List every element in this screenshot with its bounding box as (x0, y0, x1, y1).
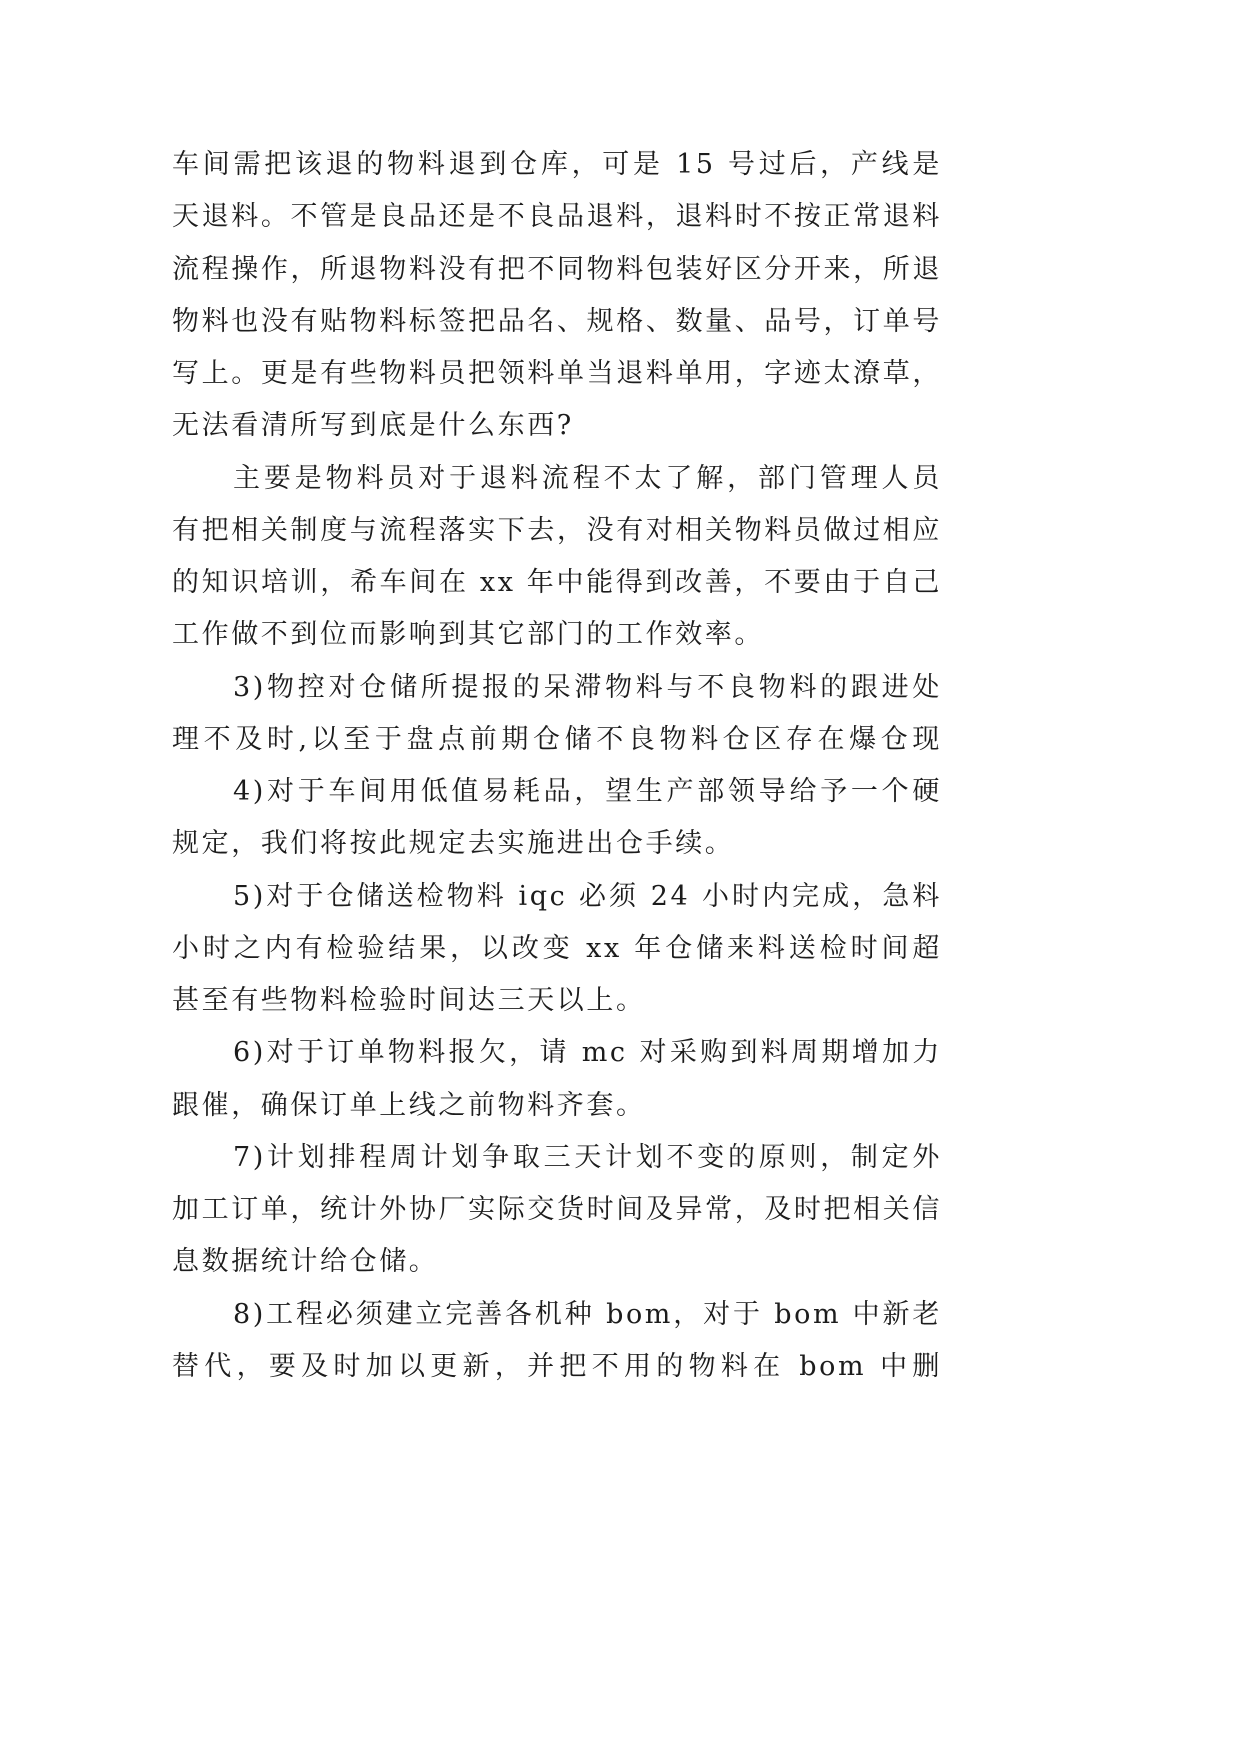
text-line: 小时之内有检验结果，以改变 xx 年仓储来料送检时间超 (172, 932, 942, 964)
text-line: 的知识培训，希车间在 xx 年中能得到改善，不要由于自己 (172, 567, 942, 598)
text-line: 8)工程必须建立完善各机种 bom，对于 bom 中新老 (233, 1298, 942, 1330)
text-line: 工作做不到位而影响到其它部门的工作效率。 (172, 619, 764, 651)
text-line: 无法看清所写到底是什么东西? (172, 410, 574, 442)
text-line: 写上。更是有些物料员把领料单当退料单用，字迹太潦草， (172, 358, 942, 389)
list-item-3 (172, 662, 942, 767)
text-line: 息数据统计给仓储。 (172, 1246, 439, 1278)
text-line: 有把相关制度与流程落实下去，没有对相关物料员做过相应 (172, 514, 942, 546)
text-line: 天退料。不管是良品还是不良品退料，退料时不按正常退料 (172, 201, 942, 233)
text-line: 主要是物料员对于退料流程不太了解，部门管理人员 (233, 462, 942, 494)
text-line: 3)物控对仓储所提报的呆滞物料与不良物料的跟进处 (233, 671, 942, 703)
text-line: 替代，要及时加以更新，并把不用的物料在 bom 中删 (172, 1350, 942, 1382)
text-line: 甚至有些物料检验时间达三天以上。 (172, 985, 646, 1016)
text-line: 6)对于订单物料报欠，请 mc 对采购到料周期增加力 (233, 1037, 942, 1069)
text-line: 加工订单，统计外协厂实际交货时间及异常，及时把相关信 (172, 1194, 942, 1225)
text-line: 车间需把该退的物料退到仓库，可是 15 号过后，产线是 (172, 149, 942, 180)
paragraph-returns-issue (172, 139, 942, 453)
text-line: 7)计划排程周计划争取三天计划不变的原则，制定外 (233, 1141, 942, 1173)
list-item-8 (172, 1289, 942, 1394)
text-line: 理不及时,以至于盘点前期仓储不良物料仓区存在爆仓现 (172, 723, 942, 755)
list-item-6 (172, 1027, 942, 1132)
paragraph-root-cause (172, 453, 942, 662)
text-line: 跟催，确保订单上线之前物料齐套。 (172, 1089, 646, 1121)
document-body (172, 139, 942, 1393)
list-item-7 (172, 1132, 942, 1289)
list-item-5 (172, 871, 942, 1028)
text-line: 物料也没有贴物料标签把品名、规格、数量、品号，订单号 (172, 305, 942, 337)
text-line: 流程操作，所退物料没有把不同物料包装好区分开来，所退 (172, 253, 942, 285)
list-item-4 (172, 766, 942, 871)
text-line: 规定，我们将按此规定去实施进出仓手续。 (172, 828, 735, 860)
text-line: 4)对于车间用低值易耗品，望生产部领导给予一个硬 (233, 776, 942, 807)
text-line: 5)对于仓储送检物料 iqc 必须 24 小时内完成，急料 (233, 880, 942, 912)
